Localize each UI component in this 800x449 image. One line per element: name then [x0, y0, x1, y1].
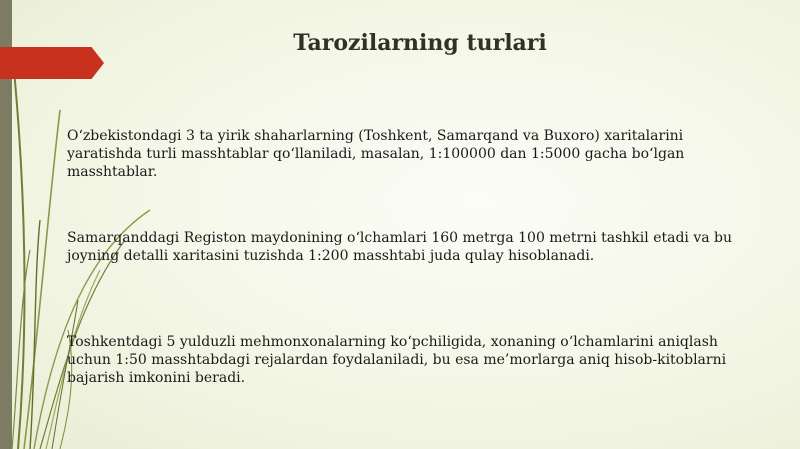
slide-title: Tarozilarning turlari [293, 30, 547, 56]
paragraph-registan: Samarqanddagi Registon maydonining o‘lchamlari 160 metrga 100 metrni tashkil etadi va bu joyning detalli xaritasini tuzishda 1:200 masshtabi juda qulay hisoblanadi. [67, 230, 733, 264]
paragraph-maps-scales: O‘zbekistondagi 3 ta yirik shaharlarning (Toshkent, Samarqand va Buxoro) xaritalarini yaratishda turli masshtablar qo‘llaniladi, masalan, 1:100000 dan 1:5000 gacha bo‘lgan masshtablar. [67, 128, 685, 180]
paragraph-hotels: Toshkentdagi 5 yulduzli mehmonxonalarning ko‘pchiligida, xonaning o‘lchamlarini aniqlash uchun 1:50 masshtabdagi rejalardan foydalaniladi, bu esa me’morlarga aniq hisob-kitoblarni bajarish imkonini beradi. [67, 334, 727, 386]
